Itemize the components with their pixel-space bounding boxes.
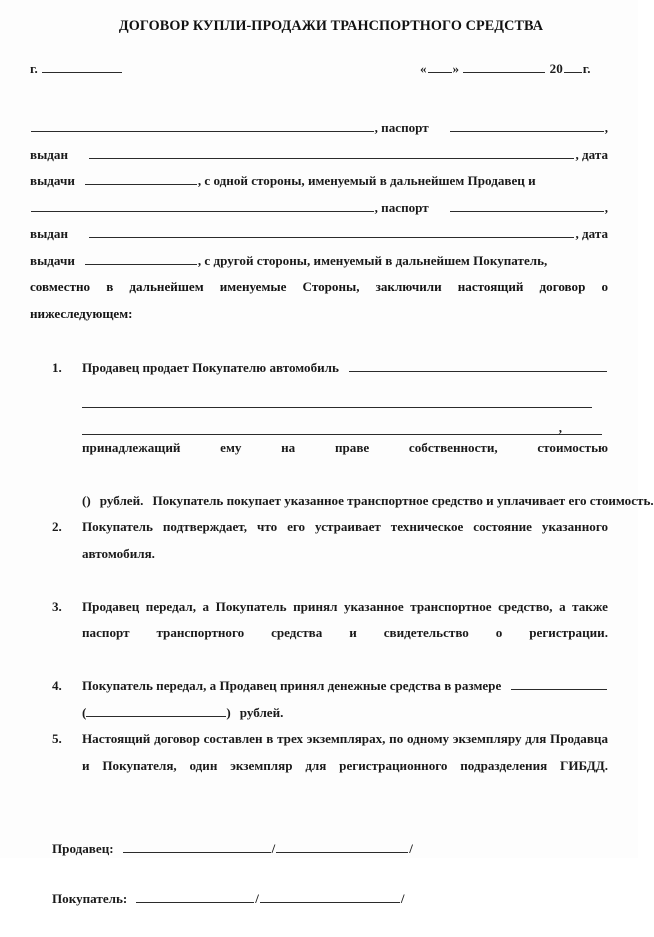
buyer-passport-comma: , [604,199,608,215]
clause-1-intro-line [82,355,608,382]
buyer-signature-label: Покупатель: [52,891,128,906]
date-field [420,61,591,77]
seller-issued-by-blank[interactable] [89,147,574,159]
seller-role-phrase: , с одной стороны, именуемый в дальнейшем Продавец и [197,173,536,188]
buyer-name-blank[interactable] [31,200,374,212]
seller-issue-date-blank[interactable] [85,173,197,185]
amount-digits-blank[interactable] [511,678,607,690]
buyer-role-phrase: , с другой стороны, именуемый в дальнейшем Покупатель, [197,252,548,268]
city-label: г. [30,61,38,76]
seller-passport-comma: , [604,120,608,135]
seller-issued-by-label: выдан [30,146,69,162]
city-date-line [30,61,608,87]
clause-4-second-line [82,700,608,727]
amount-open-paren: ( [82,704,87,720]
seller-passport-blank[interactable] [450,120,604,132]
buyer-issue-date-line [30,248,608,275]
buyer-signature-row [52,886,608,913]
buyer-name-print-blank[interactable] [260,891,400,903]
buyer-signature-separator: / [255,891,259,906]
vehicle-description-row-3 [82,408,608,435]
amount-words-blank[interactable] [86,705,226,717]
buyer-signature-terminator: / [400,891,405,906]
seller-name-blank[interactable] [31,120,374,132]
parties-block [30,115,608,327]
date-month-blank[interactable] [463,61,545,73]
buyer-issue-date-comma: , дата [575,226,608,241]
vehicle-description-blank-2[interactable] [82,382,592,409]
seller-signature-row [52,836,608,863]
seller-passport-label: , паспорт [374,120,429,135]
vehicle-description-row-2 [82,382,608,409]
clause-5-number: 5. [52,731,62,746]
clause-4-number: 4. [52,678,62,693]
clause-3 [30,594,608,674]
buyer-passport-label: , паспорт [374,199,429,215]
price-open-paren: ( [82,492,87,508]
clause-1-payment-text: Покупатель покупает указанное транспортное средство и уплачивает его стоимость. [152,492,654,508]
signature-block [30,836,608,913]
city-field [30,61,123,77]
buyer-signature-blank[interactable] [136,891,254,903]
seller-signature-blank[interactable] [123,841,271,853]
seller-issue-date-label: выдачи [30,173,75,188]
buyer-issued-by-blank[interactable] [89,226,574,238]
buyer-name-passport-line [30,195,608,222]
preamble-text: совместно в дальнейшем именуемые Стороны, заключили настоящий договор о нижеследующем: [30,279,608,321]
clause-2 [30,514,608,594]
seller-issue-date-comma: , дата [575,146,608,162]
date-day-blank[interactable] [428,61,452,73]
clause-3-text: Продавец передал, а Покупатель принял указанное транспортное средство, а также паспорт транспортного средства и свидетельство о регистрации. [82,598,608,640]
price-currency-label: рублей. [99,492,144,508]
seller-issue-date-line [30,168,608,195]
clause-1 [30,355,654,514]
clause-2-number: 2. [52,519,62,534]
seller-signature-label: Продавец: [52,840,114,856]
date-year-blank[interactable] [564,61,582,73]
amount-close-paren: ) [226,704,231,720]
seller-issued-by-line [30,142,608,169]
seller-name-print-blank[interactable] [276,841,408,853]
clause-5-text: Настоящий договор составлен в трех экземплярах, по одному экземпляру для Продавца и Покупателя, один экземпляр для регистрационного подразделения ГИБДД. [82,731,608,773]
buyer-passport-blank[interactable] [450,200,604,212]
date-quote-open: « [420,61,427,76]
price-close-paren: ) [86,492,91,508]
seller-signature-terminator: / [409,840,413,856]
city-blank[interactable] [42,61,122,73]
buyer-issue-date-label: выдачи [30,252,75,268]
clause-1-ownership-text: принадлежащий ему на праве собственности, стоимостью [82,439,608,455]
buyer-issued-by-line [30,221,608,248]
seller-name-passport-line [30,115,608,142]
clause-4-text: Покупатель передал, а Продавец принял денежные средства в размере [82,678,502,693]
vehicle-description-blank-3[interactable] [82,408,602,435]
date-year-suffix: г. [582,61,591,76]
buyer-issued-by-label: выдан [30,226,69,241]
buyer-issue-date-blank[interactable] [85,253,197,265]
date-year-prefix: 20 [549,61,563,76]
clause-5 [30,726,608,806]
clause-1-price-line [82,488,654,515]
page-title: ДОГОВОР КУПЛИ-ПРОДАЖИ ТРАНСПОРТНОГО СРЕДСТВА [118,18,544,34]
clause-4-first-line [82,673,608,700]
vehicle-description-comma: , [558,419,562,435]
clause-1-number: 1. [52,360,62,375]
vehicle-description-blank-1[interactable] [349,360,607,372]
clause-3-number: 3. [52,598,62,614]
date-quote-close: » [452,61,460,76]
amount-currency-label: рублей. [239,704,284,720]
clause-1-intro-text: Продавец продает Покупателю автомобиль [82,360,339,375]
clause-4 [30,673,608,726]
document-content [30,0,654,937]
clause-2-text: Покупатель подтверждает, что его устраивает техническое состояние указанного автомобиля. [82,519,608,561]
clauses-list [30,355,654,806]
seller-signature-separator: / [271,840,276,856]
